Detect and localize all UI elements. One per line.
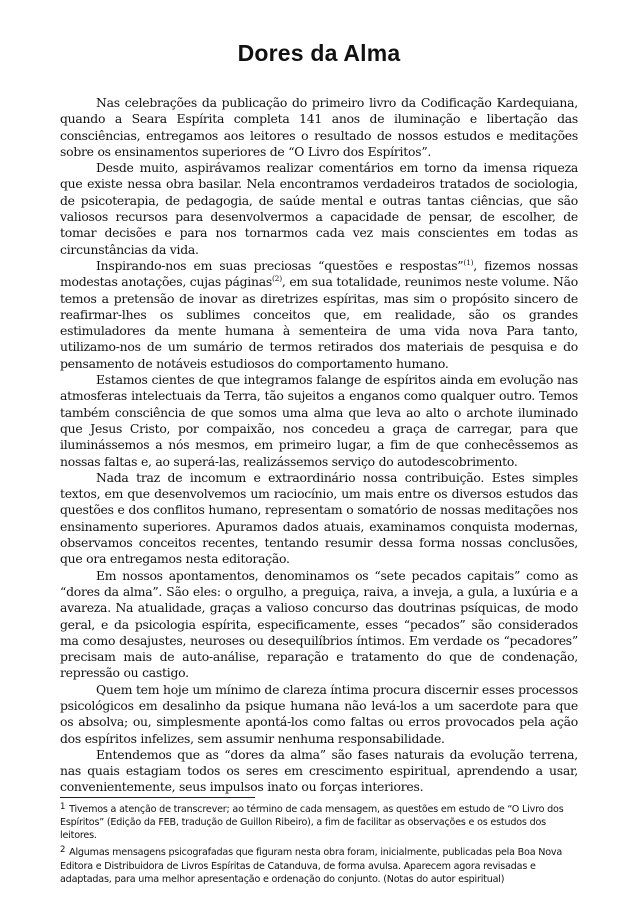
footnote: [60, 844, 578, 886]
paragraph: [60, 747, 578, 796]
footnote-ref: (1): [463, 257, 474, 267]
paragraph-text: Inspirando-nos em suas preciosas “questões e respostas”: [96, 257, 464, 273]
paragraph: [60, 470, 578, 568]
paragraph: [60, 372, 578, 470]
paragraph-text: , fizemos nossas modestas anotações, cujas páginas: [60, 257, 579, 290]
footnote-mark: 1: [60, 801, 66, 812]
paragraph-text: Nada traz de incomum e extraordinário nossa contribuição. Estes simples textos, em que desenvolvemos um raciocínio, um mais entre os diversos estudos das questões e dos conflitos humano, representam o somatório de nossas meditações nos ensinamento superiores. Apuramos dados atuais, examinamos conquista modernas, observamos conceitos recentes, tentando resumir dessa forma nossas conclusões, que ora entregamos nesta editoração.: [60, 469, 578, 567]
paragraph-text: Nas celebrações da publicação do primeiro livro da Codificação Kardequiana, quando a Seara Espírita completa 141 anos de iluminação e libertação das consciências, entregamos aos leitores o resultado de nossos estudos e meditações sobre os ensinamentos superiores de “O Livro dos Espíritos”.: [60, 95, 578, 159]
paragraph-text: Quem tem hoje um mínimo de clareza íntima procura discernir esses processos psicológicos em desalinho da psique humana não levá-los a um sacerdote para que os absolva; ou, simplesmente apontá-los como faltas ou erros provocados pela ação dos espíritos infelizes, sem assumir nenhuma responsabilidade.: [60, 681, 578, 746]
footnote-ref: (2): [272, 274, 282, 284]
footnote-text: Algumas mensagens psicografadas que figuram nesta obra foram, inicialmente, publicadas pela Boa Nova Editora e Distribuidora de Livros Espíritas de Catanduva, de forma avulsa. Aparecem agora revisadas e adaptadas, para uma melhor apresentação e ordenação do conjunto. (Notas do autor espiritual): [60, 847, 563, 885]
paragraph: [60, 682, 578, 747]
paragraph-text: Desde muito, aspirávamos realizar comentários em torno da imensa riqueza que existe nessa obra basilar. Nela encontramos verdadeiros tratados de sociologia, de psicoterapia, de pedagogia, de saúde mental e outras tantas ciências, que são valiosos recursos para desenvolvermos a capacidade de pensar, de escolher, de tomar decisões e para nos tornarmos cada vez mais conscientes em todas as circunstâncias da vida.: [60, 160, 578, 257]
footnotes: [60, 801, 578, 886]
paragraph-text: , em sua totalidade, reunimos neste volume. Não temos a pretensão de inovar as diretrizes espíritas, mas sim o propósito sincero de reafirmar-lhes os sublimes conceitos que, em realidade, são os grandes estimuladores da mente humana à sementeira de uma vida nova Para tanto, utilizamo-nos de um sumário de termos retirados dos materiais de pesquisa e do pensamento de notáveis estudiosos do comportamento humano.: [60, 274, 578, 371]
paragraph-text: Em nossos apontamentos, denominamos os “sete pecados capitais” como as “dores da alma”. São eles: o orgulho, a preguiça, raiva, a inveja, a gula, a luxúria e a avareza. Na atualidade, graças a valioso concurso das doutrinas psíquicas, de modo geral, e da psicologia espírita, especificamente, esses “pecados” são considerados ma como desajustes, neuroses ou desequilíbrios íntimos. Em verdade os “pecadores” precisam mais de auto-análise, reparação e tratamento do que de condenação, repressão ou castigo.: [60, 567, 578, 681]
footnote-divider: [60, 797, 255, 798]
paragraph-text: Estamos cientes de que integramos falange de espíritos ainda em evolução nas atmosferas intelectuais da Terra, tão sujeitos a enganos como qualquer outro. Temos também consciência de que somos uma alma que leva ao alto o archote iluminado que Jesus Cristo, por compaixão, nos concedeu a graça de carregar, para que iluminássemos a nós mesmos, em primeiro lugar, a fim de que conhecêssemos as nossas faltas e, ao superá-las, realizássemos serviço do autodescobrimento.: [60, 372, 578, 469]
body-text: [60, 95, 578, 796]
paragraph: [60, 95, 578, 160]
page-title: Dores da Alma: [237, 40, 401, 66]
footnote: [60, 801, 578, 843]
paragraph: [60, 258, 578, 372]
footnote-mark: 2: [60, 845, 66, 856]
paragraph-text: Entendemos que as “dores da alma” são fases naturais da evolução terrena, nas quais estagiam todos os seres em crescimento espiritual, aprendendo a usar, convenientemente, seus impulsos inato ou forças interiores.: [60, 746, 578, 795]
paragraph: [60, 568, 578, 682]
paragraph: [60, 160, 578, 258]
footnote-text: Tivemos a atenção de transcrever; ao término de cada mensagem, as questões em estudo de “O Livro dos Espíritos” (Edição da FEB, tradução de Guillon Ribeiro), a fim de facilitar as observações e os estudos dos leitores.: [60, 803, 564, 842]
